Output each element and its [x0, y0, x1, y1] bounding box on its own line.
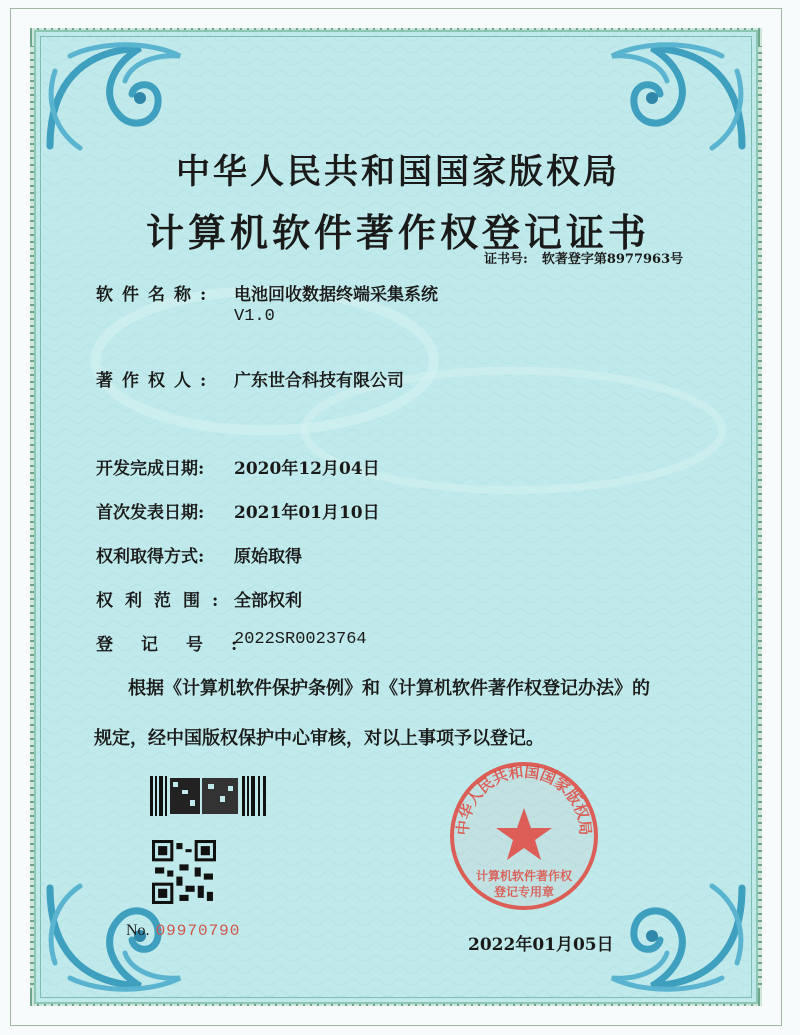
statement-line-1: 根据《计算机软件保护条例》和《计算机软件著作权登记办法》的 — [128, 678, 650, 699]
publish-date-label: 首次发表日期: — [96, 503, 205, 523]
dev-date-row — [96, 454, 380, 479]
seal-inner-line-1: 计算机软件著作权 — [475, 869, 573, 883]
scope-value: 全部权利 — [234, 591, 302, 611]
serial-label: No. — [126, 922, 150, 939]
software-version: V1.0 — [234, 307, 275, 326]
official-seal — [448, 760, 600, 912]
certificate-body — [34, 30, 758, 1004]
acquire-label: 权利取得方式: — [96, 547, 205, 567]
scope-row — [96, 586, 302, 611]
certificate-title: 计算机软件著作权登记证书 — [145, 210, 650, 255]
acquire-row — [96, 542, 302, 567]
reg-no-label: 登记号: — [96, 635, 266, 655]
publish-date-row — [96, 498, 380, 523]
publish-date-value: 2021年01月10日 — [234, 503, 380, 523]
statement — [94, 664, 734, 764]
scope-label: 权利范围: — [96, 591, 231, 611]
software-name-row — [96, 280, 438, 326]
dev-date-label: 开发完成日期: — [96, 459, 205, 479]
corner-ornament-top-left — [40, 36, 190, 156]
owner-value: 广东世合科技有限公司 — [234, 371, 404, 391]
acquire-value: 原始取得 — [234, 547, 302, 567]
owner-label: 著作权人: — [96, 371, 216, 391]
seal-inner-line-2: 登记专用章 — [493, 885, 555, 899]
owner-row — [96, 366, 404, 391]
software-name-value — [234, 280, 438, 326]
corner-ornament-bottom-right — [602, 878, 752, 998]
software-name-text: 电池回收数据终端采集系统 — [234, 285, 438, 305]
serial-number — [126, 922, 240, 940]
seal-outer-text-path: 中华人民共和国国家版权局 — [453, 762, 595, 836]
reg-no-value: 2022SR0023764 — [234, 630, 367, 649]
issue-date: 2022年01月05日 — [468, 935, 614, 955]
statement-line-2: 规定，经中国版权保护中心审核，对以上事项予以登记。 — [94, 728, 544, 749]
certificate-number-label: 证书号: — [484, 252, 528, 267]
corner-ornament-top-right — [602, 36, 752, 156]
dev-date-value: 2020年12月04日 — [234, 459, 380, 479]
issuing-agency: 中华人民共和国国家版权局 — [176, 152, 620, 192]
reg-no-row — [96, 630, 367, 655]
software-name-label: 软件名称: — [96, 285, 216, 305]
barcode — [150, 776, 268, 816]
certificate-number-value: 软著登字第8977963号 — [541, 252, 684, 267]
certificate-number — [484, 248, 683, 267]
qr-code — [152, 840, 216, 904]
serial-value: 09970790 — [155, 922, 241, 940]
